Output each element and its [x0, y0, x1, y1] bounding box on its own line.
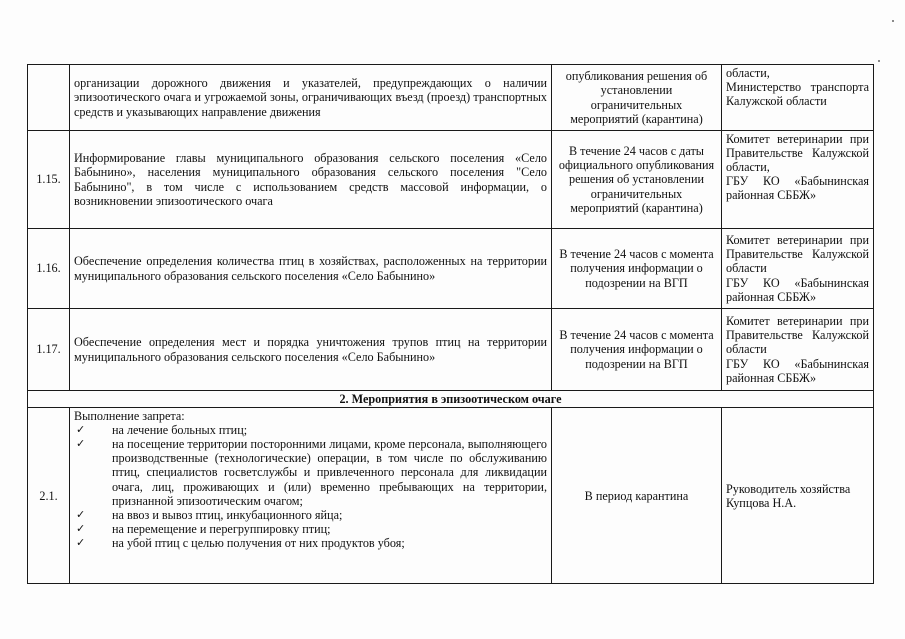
table-row-1-15	[28, 131, 874, 229]
prohibition-text: на перемещение и перегруппировку птиц;	[112, 521, 331, 536]
checkmark-icon: ✓	[76, 521, 86, 535]
prohibition-item	[74, 522, 547, 536]
action-cell: Информирование главы муниципального образования сельского поселения «Село Бабынино», населения муниципального образования сельского поселения "Село Бабынино", в том числе с использованием средств массовой информации, о возникновении эпизоотического очага	[70, 131, 552, 229]
responsible-line: Министерство транспорта Калужской области	[726, 80, 869, 109]
table-row-2-1	[28, 408, 874, 584]
row-number: 1.17.	[28, 309, 70, 391]
prohibition-item	[74, 508, 547, 522]
responsible-line: Комитет ветеринарии при Правительстве Калужской области	[726, 314, 869, 357]
responsible-line: ГБУ КО «Бабынинская районная СББЖ»	[726, 174, 869, 203]
responsible-cell	[722, 131, 874, 229]
checkmark-icon: ✓	[76, 535, 86, 549]
responsible-line: Комитет ветеринарии при Правительстве Калужской области	[726, 233, 869, 276]
term-cell: опубликования решения об установлении ограничительных мероприятий (карантина)	[552, 65, 722, 131]
action-cell: Обеспечение определения количества птиц в хозяйствах, расположенных на территории муниципального образования сельского поселения «Село Бабынино»	[70, 229, 552, 309]
responsible-line: области,	[726, 66, 770, 80]
responsible-cell	[722, 229, 874, 309]
prohibition-item	[74, 437, 547, 507]
section-heading: 2. Мероприятия в эпизоотическом очаге	[28, 391, 874, 408]
responsible-line: Комитет ветеринарии при Правительстве Калужской области,	[726, 132, 869, 175]
checkmark-icon: ✓	[76, 437, 86, 451]
table-row-1-16	[28, 229, 874, 309]
row-number-cell	[28, 65, 70, 131]
table-section-row	[28, 391, 874, 408]
checkmark-icon: ✓	[76, 507, 86, 521]
responsible-line: Руководитель хозяйства	[726, 481, 851, 496]
table-row-continuation	[28, 65, 874, 131]
action-cell	[70, 408, 552, 584]
responsible-line: ГБУ КО «Бабынинская районная СББЖ»	[726, 275, 869, 304]
prohibition-item	[74, 423, 547, 437]
responsible-cell	[722, 408, 874, 584]
prohibition-intro: Выполнение запрета:	[74, 409, 185, 424]
prohibition-text: на убой птиц с целью получения от них продуктов убоя;	[112, 535, 405, 550]
responsible-cell	[722, 309, 874, 391]
prohibition-text: на лечение больных птиц;	[112, 423, 248, 438]
term-cell: В течение 24 часов с момента получения информации о подозрении на ВГП	[552, 229, 722, 309]
row-number: 1.15.	[28, 131, 70, 229]
table-row-1-17	[28, 309, 874, 391]
row-number: 1.16.	[28, 229, 70, 309]
term-cell: В течение 24 часов с даты официального опубликования решения об установлении ограничительных мероприятий (карантина)	[552, 131, 722, 229]
action-cell: Обеспечение определения мест и порядка уничтожения трупов птиц на территории муниципального образования сельского поселения «Село Бабынино»	[70, 309, 552, 391]
prohibition-item	[74, 536, 547, 550]
term-cell: В течение 24 часов с момента получения информации о подозрении на ВГП	[552, 309, 722, 391]
action-cell: организации дорожного движения и указателей, предупреждающих о наличии эпизоотического очага и угрожаемой зоны, ограничивающих въезд (проезд) транспортных средств и указывающих направление движения	[70, 65, 552, 131]
checkmark-icon: ✓	[76, 423, 86, 437]
prohibition-text: на посещение территории посторонними лицами, кроме персонала, выполняющего производственные (технологические) операции, в том числе по обслуживанию птиц, специалистов госветслужбы и привлеченного персонала для ликвидации очага, лиц, проживающих и (или) временно пребывающих на территории, признанной эпизоотическим очагом;	[112, 437, 547, 508]
responsible-line: Купцова Н.А.	[726, 495, 797, 510]
responsible-line: ГБУ КО «Бабынинская районная СББЖ»	[726, 356, 869, 385]
responsible-cell	[722, 65, 874, 131]
scan-speck	[892, 20, 894, 22]
measures-table	[27, 64, 874, 584]
prohibition-text: на ввоз и вывоз птиц, инкубационного яйца;	[112, 507, 343, 522]
term-cell: В период карантина	[552, 408, 722, 584]
row-number: 2.1.	[28, 408, 70, 584]
scan-speck	[878, 60, 880, 62]
